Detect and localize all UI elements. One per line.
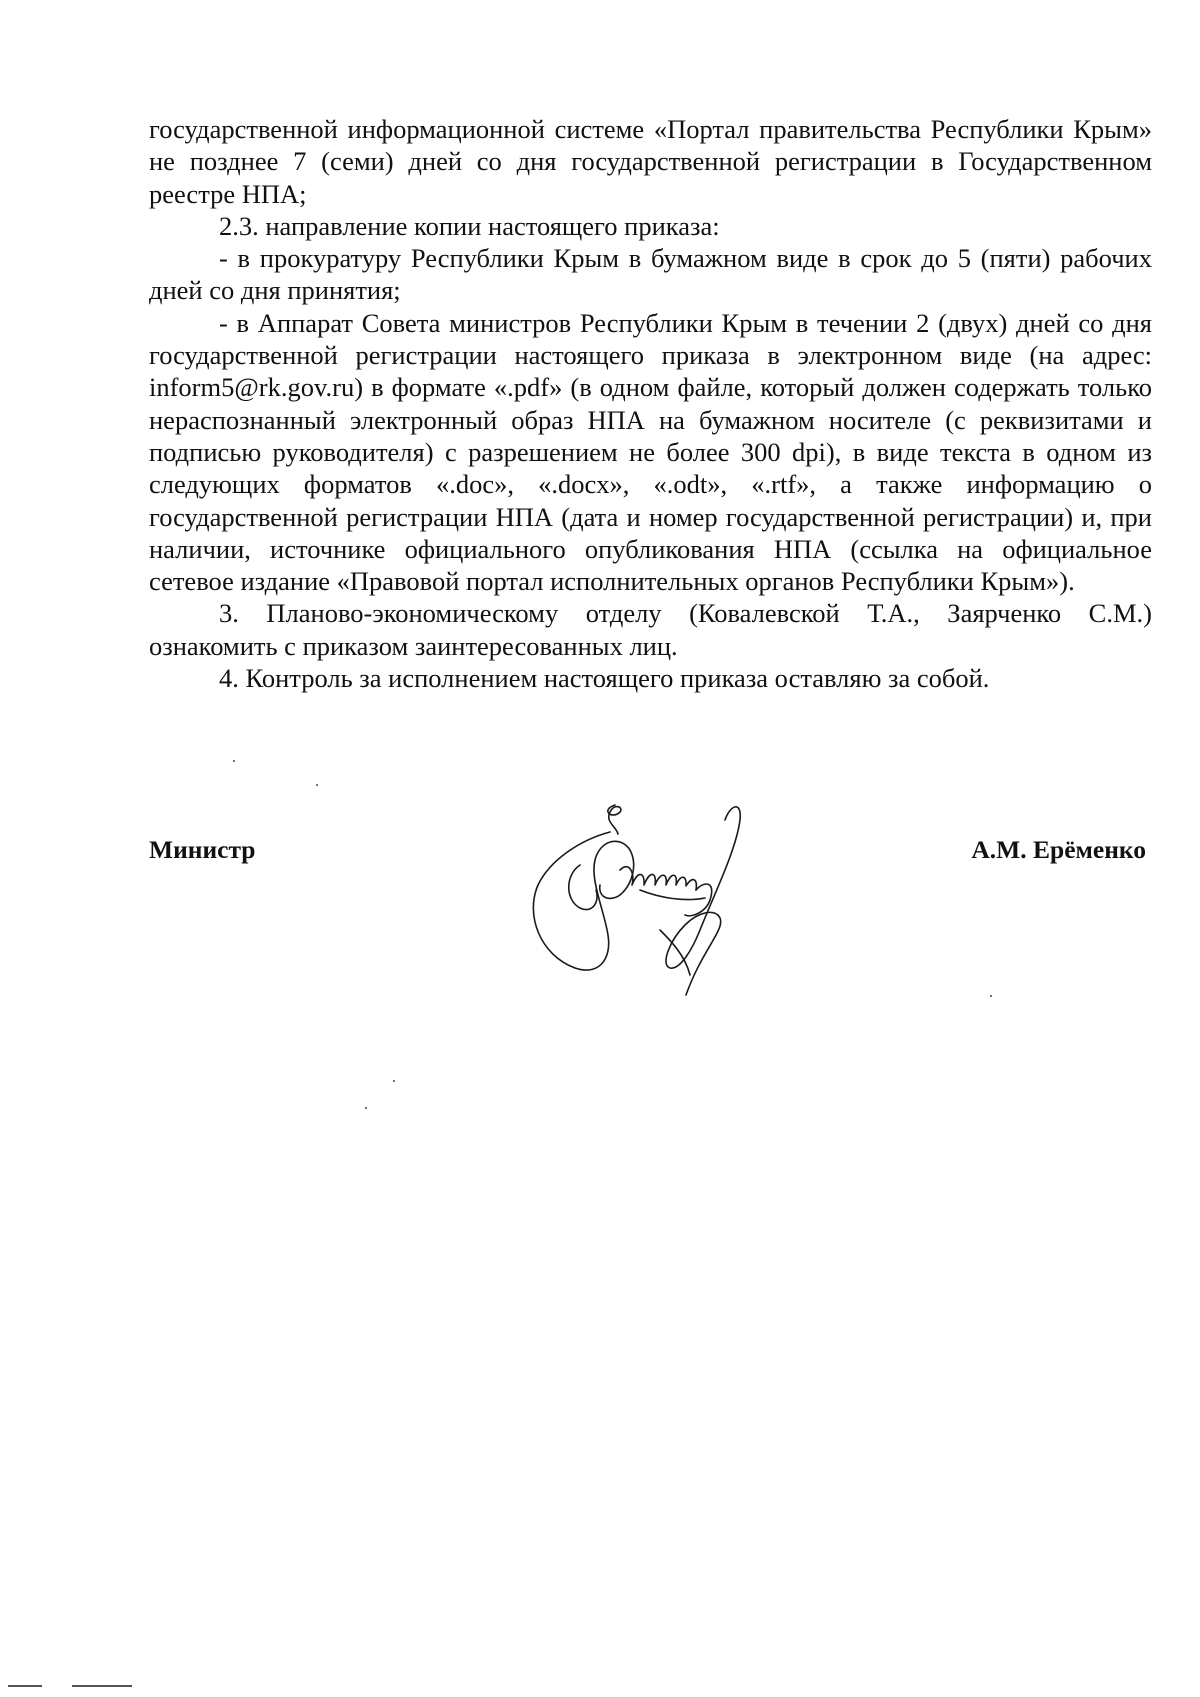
scan-edge-mark [72, 1685, 132, 1687]
scan-speck [393, 1080, 395, 1082]
paragraph-copy-direction: 2.3. направление копии настоящего приказа: [219, 210, 720, 241]
document-body [149, 113, 1152, 694]
signer-name: А.М. Ерёменко [971, 835, 1146, 864]
handwritten-signature [520, 790, 780, 1000]
scan-edge-mark [8, 1685, 42, 1687]
paragraph-control: 4. Контроль за исполнением настоящего приказа оставляю за собой. [219, 663, 990, 694]
paragraph-portal-publication: государственной информационной системе «Портал правительства Республики Крым» не позднее 7 (семи) дней со дня государственной регистрации в Государственном реестре НПА; [149, 114, 1152, 209]
paragraph-prosecutor-copy: - в прокуратуру Республики Крым в бумажном виде в срок до 5 (пяти) рабочих дней со дня принятия; [149, 243, 1152, 306]
scan-speck [316, 784, 318, 786]
scan-speck [365, 1107, 367, 1109]
paragraph-planning-department: 3. Планово-экономическому отделу (Ковалевской Т.А., Заярченко С.М.) ознакомить с приказом заинтересованных лиц. [149, 598, 1152, 661]
scan-speck [233, 760, 235, 762]
position-title: Министр [149, 835, 256, 864]
scan-speck [990, 995, 992, 997]
paragraph-council-copy: - в Аппарат Совета министров Республики Крым в течении 2 (двух) дней со дня государственной регистрации настоящего приказа в электронном виде (на адрес: inform5@rk.gov.ru) в формате «.pdf» (в одном файле, который должен содержать только нераспознанный электронный образ НПА на бумажном носителе (с реквизитами и подписью руководителя) с разрешением не более 300 dpi), в виде текста в одном из следующих форматов «.doc», «.docx», «.odt», «.rtf», а также информацию о государственной регистрации НПА (дата и номер государственной регистрации) и, при наличии, источнике официального опубликования НПА (ссылка на официальное сетевое издание «Правовой портал исполнительных органов Республики Крым»). [149, 307, 1152, 597]
